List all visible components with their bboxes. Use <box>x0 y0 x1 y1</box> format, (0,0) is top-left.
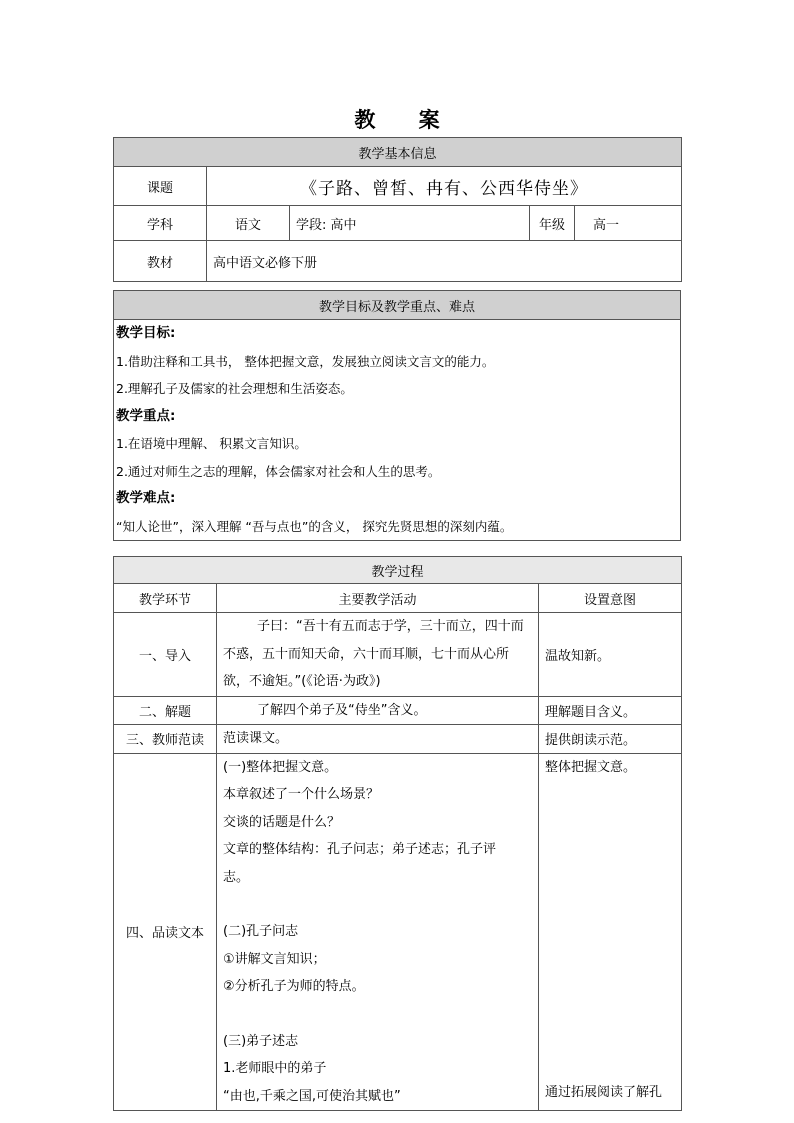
goal-item: 2.理解孔子及儒家的社会理想和生活姿态。 <box>116 381 353 396</box>
table-row <box>114 613 682 697</box>
process-table <box>113 556 682 1111</box>
column-header-stage: 教学环节 <box>114 584 217 613</box>
activity-line: (三)弟子述志 <box>223 1033 299 1049</box>
column-header-activity: 主要教学活动 <box>217 584 539 613</box>
process-header: 教学过程 <box>114 557 682 584</box>
textbook-label: 教材 <box>114 241 207 282</box>
activity-cell <box>217 753 539 1111</box>
activity-line: 交谈的话题是什么？ <box>223 814 341 830</box>
intent-cell: 理解题目含义。 <box>539 696 682 725</box>
activity-line: 文章的整体结构：孔子问志；弟子述志；孔子评 <box>223 842 497 857</box>
intent-bottom: 通过拓展阅读了解孔 <box>545 1084 663 1100</box>
activity-line: “由也,千乘之国,可使治其赋也” <box>223 1088 401 1104</box>
activity-spacer <box>223 1001 532 1028</box>
grade-value: 高一 <box>575 206 682 241</box>
stage-cell: 二、解题 <box>114 696 217 725</box>
topic-label: 课题 <box>114 167 207 206</box>
key-label: 教学重点: <box>116 407 176 424</box>
intent-cell: 温故知新。 <box>539 613 682 697</box>
goals-label: 教学目标: <box>116 325 176 341</box>
textbook-value: 高中语文必修下册 <box>207 241 682 282</box>
activity-line: (二)孔子问志 <box>223 924 299 939</box>
activity-line: (一)整体把握文意。 <box>223 759 338 775</box>
activity-cell: 子曰：“吾十有五而志于学，三十而立，四十而不惑，五十而知天命，六十而耳顺，七十而从心所欲，不逾矩。”(《论语·为政》) <box>217 613 539 697</box>
table-row <box>114 696 682 725</box>
difficult-text: “知人论世”，深入理解 “吾与点也”的含义， 探究先贤思想的深刻内蕴。 <box>116 518 513 534</box>
stage-text: 学段: 高中 <box>290 206 530 241</box>
activity-line: 本章叙述了一个什么场景？ <box>223 787 380 802</box>
objectives-table <box>113 290 681 541</box>
objectives-body <box>114 320 681 541</box>
table-row <box>114 753 682 1111</box>
basic-info-header: 教学基本信息 <box>114 138 682 167</box>
stage-cell: 一、导入 <box>114 613 217 697</box>
activity-line: 志。 <box>223 869 250 885</box>
activity-cell: 范读课文。 <box>217 725 539 754</box>
key-item: 1.在语境中理解、 积累文言知识。 <box>116 436 307 451</box>
column-header-intent: 设置意图 <box>539 584 682 613</box>
goal-item: 1.借助注释和工具书， 整体把握文意，发展独立阅读文言文的能力。 <box>116 353 495 369</box>
activity-line: ②分析孔子为师的特点。 <box>223 979 365 994</box>
difficult-label: 教学难点: <box>116 490 176 506</box>
table-row <box>114 725 682 754</box>
intent-cell: 提供朗读示范。 <box>539 725 682 754</box>
basic-info-table <box>113 137 682 282</box>
activity-line: ①讲解文言知识； <box>223 951 326 967</box>
subject-label: 学科 <box>114 206 207 241</box>
stage-cell: 三、教师范读 <box>114 725 217 754</box>
grade-label: 年级 <box>530 206 575 241</box>
key-item: 2.通过对师生之志的理解，体会儒家对社会和人生的思考。 <box>116 463 441 479</box>
activity-cell: 了解四个弟子及“侍坐”含义。 <box>217 696 539 725</box>
activity-line: 1.老师眼中的弟子 <box>223 1061 327 1076</box>
activity-spacer <box>223 891 532 918</box>
page-title: 教 案 <box>354 108 458 132</box>
subject-value: 语文 <box>207 206 290 241</box>
topic-value: 《子路、曾皙、冉有、公西华侍坐》 <box>207 167 682 206</box>
intent-cell <box>539 753 682 1111</box>
stage-cell: 四、品读文本 <box>114 753 217 1111</box>
objectives-header: 教学目标及教学重点、难点 <box>114 291 681 320</box>
intent-top: 整体把握文意。 <box>545 759 637 775</box>
